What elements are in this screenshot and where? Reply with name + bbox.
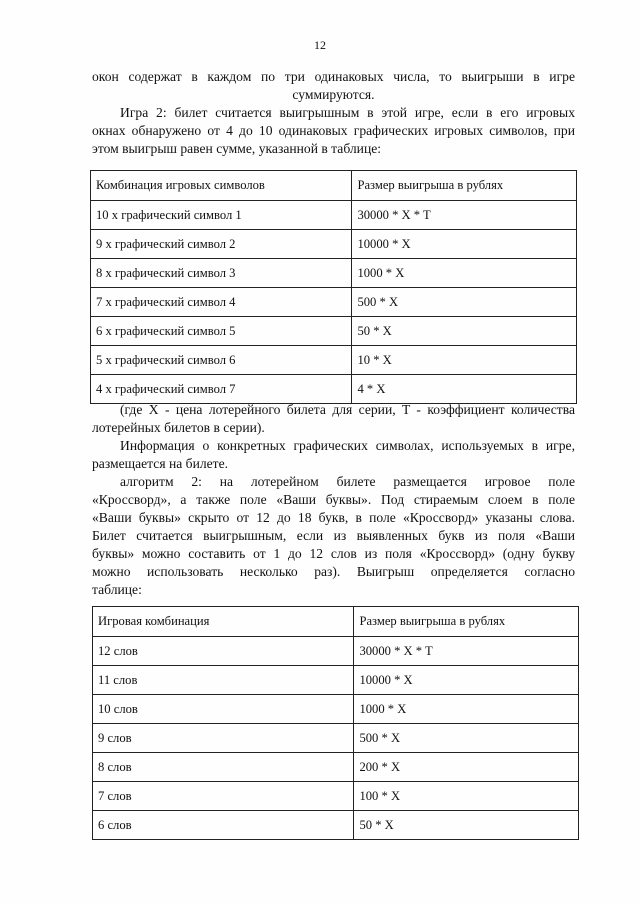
table-cell: 100 * X xyxy=(354,782,579,811)
table-row xyxy=(91,259,577,288)
table-header-row xyxy=(91,171,577,201)
table-row xyxy=(93,753,579,782)
algorithm2-line-5: буквы» можно составить от 1 до 12 слов из поля «Кроссворд» (одну букву xyxy=(92,546,575,561)
table-cell: 11 слов xyxy=(93,666,354,695)
table-cell: 10 * X xyxy=(352,346,577,375)
table-row xyxy=(91,201,577,230)
table-cell: 7 х графический символ 4 xyxy=(91,288,352,317)
table-cell: 4 * X xyxy=(352,375,577,404)
table-cell: 1000 * X xyxy=(354,695,579,724)
table-cell: 7 слов xyxy=(93,782,354,811)
table-cell: 8 х графический символ 3 xyxy=(91,259,352,288)
winnings-table-words xyxy=(92,606,579,840)
table-cell: 200 * X xyxy=(354,753,579,782)
table-row xyxy=(93,811,579,840)
table-cell: 5 х графический символ 6 xyxy=(91,346,352,375)
table-row xyxy=(91,346,577,375)
table-row xyxy=(93,666,579,695)
table-cell: 12 слов xyxy=(93,637,354,666)
table-cell: 500 * X xyxy=(354,724,579,753)
table-header-cell: Размер выигрыша в рублях xyxy=(354,607,579,637)
table-header-cell: Размер выигрыша в рублях xyxy=(352,171,577,201)
table-header-row xyxy=(93,607,579,637)
algorithm2-line-7: таблице: xyxy=(92,582,142,597)
algorithm2-line-3: «Ваши буквы» скрыто от 12 до 18 букв, в поле «Кроссворд» указаны слова. xyxy=(92,510,575,525)
winnings-table-symbols xyxy=(90,170,577,404)
algorithm2-line-4: Билет считается выигрышным, если из выявленных букв из поля «Ваши xyxy=(92,528,575,543)
table-cell: 10000 * X xyxy=(352,230,577,259)
table-cell: 9 слов xyxy=(93,724,354,753)
table-row xyxy=(91,317,577,346)
table-row xyxy=(91,230,577,259)
algorithm2-line-1: алгоритм 2: на лотерейном билете размещается игровое поле xyxy=(120,474,575,489)
table-cell: 10 слов xyxy=(93,695,354,724)
note-line-2: лотерейных билетов в серии). xyxy=(92,420,265,435)
table-cell: 50 * X xyxy=(354,811,579,840)
table-cell: 8 слов xyxy=(93,753,354,782)
table-row xyxy=(93,724,579,753)
game2-line-3: этом выигрыш равен сумме, указанной в таблице: xyxy=(92,141,382,156)
table-header-cell: Комбинация игровых символов xyxy=(91,171,352,201)
table-cell: 50 * X xyxy=(352,317,577,346)
table-cell: 6 слов xyxy=(93,811,354,840)
table-cell: 1000 * X xyxy=(352,259,577,288)
table-row xyxy=(93,637,579,666)
table-cell: 6 х графический символ 5 xyxy=(91,317,352,346)
info-line-1: Информация о конкретных графических символах, используемых в игре, xyxy=(120,438,575,453)
algorithm2-line-6: можно использовать несколько раз). Выигрыш определяется согласно xyxy=(92,564,575,579)
table-row xyxy=(93,695,579,724)
table-header-cell: Игровая комбинация xyxy=(93,607,354,637)
intro-line-2: суммируются. xyxy=(292,87,375,102)
table-cell: 500 * X xyxy=(352,288,577,317)
table-row xyxy=(91,288,577,317)
algorithm2-line-2: «Кроссворд», а также поле «Ваши буквы». Под стираемым слоем в поле xyxy=(92,492,575,507)
game2-line-2: окнах обнаружено от 4 до 10 одинаковых графических игровых символов, при xyxy=(92,123,575,138)
table-cell: 10 х графический символ 1 xyxy=(91,201,352,230)
table-cell: 4 х графический символ 7 xyxy=(91,375,352,404)
page-number: 12 xyxy=(314,38,326,52)
intro-line-1: окон содержат в каждом по три одинаковых числа, то выигрыши в игре xyxy=(92,69,575,84)
game2-line-1: Игра 2: билет считается выигрышным в этой игре, если в его игровых xyxy=(120,105,575,120)
table-row xyxy=(91,375,577,404)
table-cell: 30000 * X * T xyxy=(352,201,577,230)
note-line-1: (где X - цена лотерейного билета для серии, T - коэффициент количества xyxy=(120,402,575,417)
info-line-2: размещается на билете. xyxy=(92,456,229,471)
table-cell: 10000 * X xyxy=(354,666,579,695)
table-row xyxy=(93,782,579,811)
table-cell: 9 х графический символ 2 xyxy=(91,230,352,259)
table-cell: 30000 * X * T xyxy=(354,637,579,666)
